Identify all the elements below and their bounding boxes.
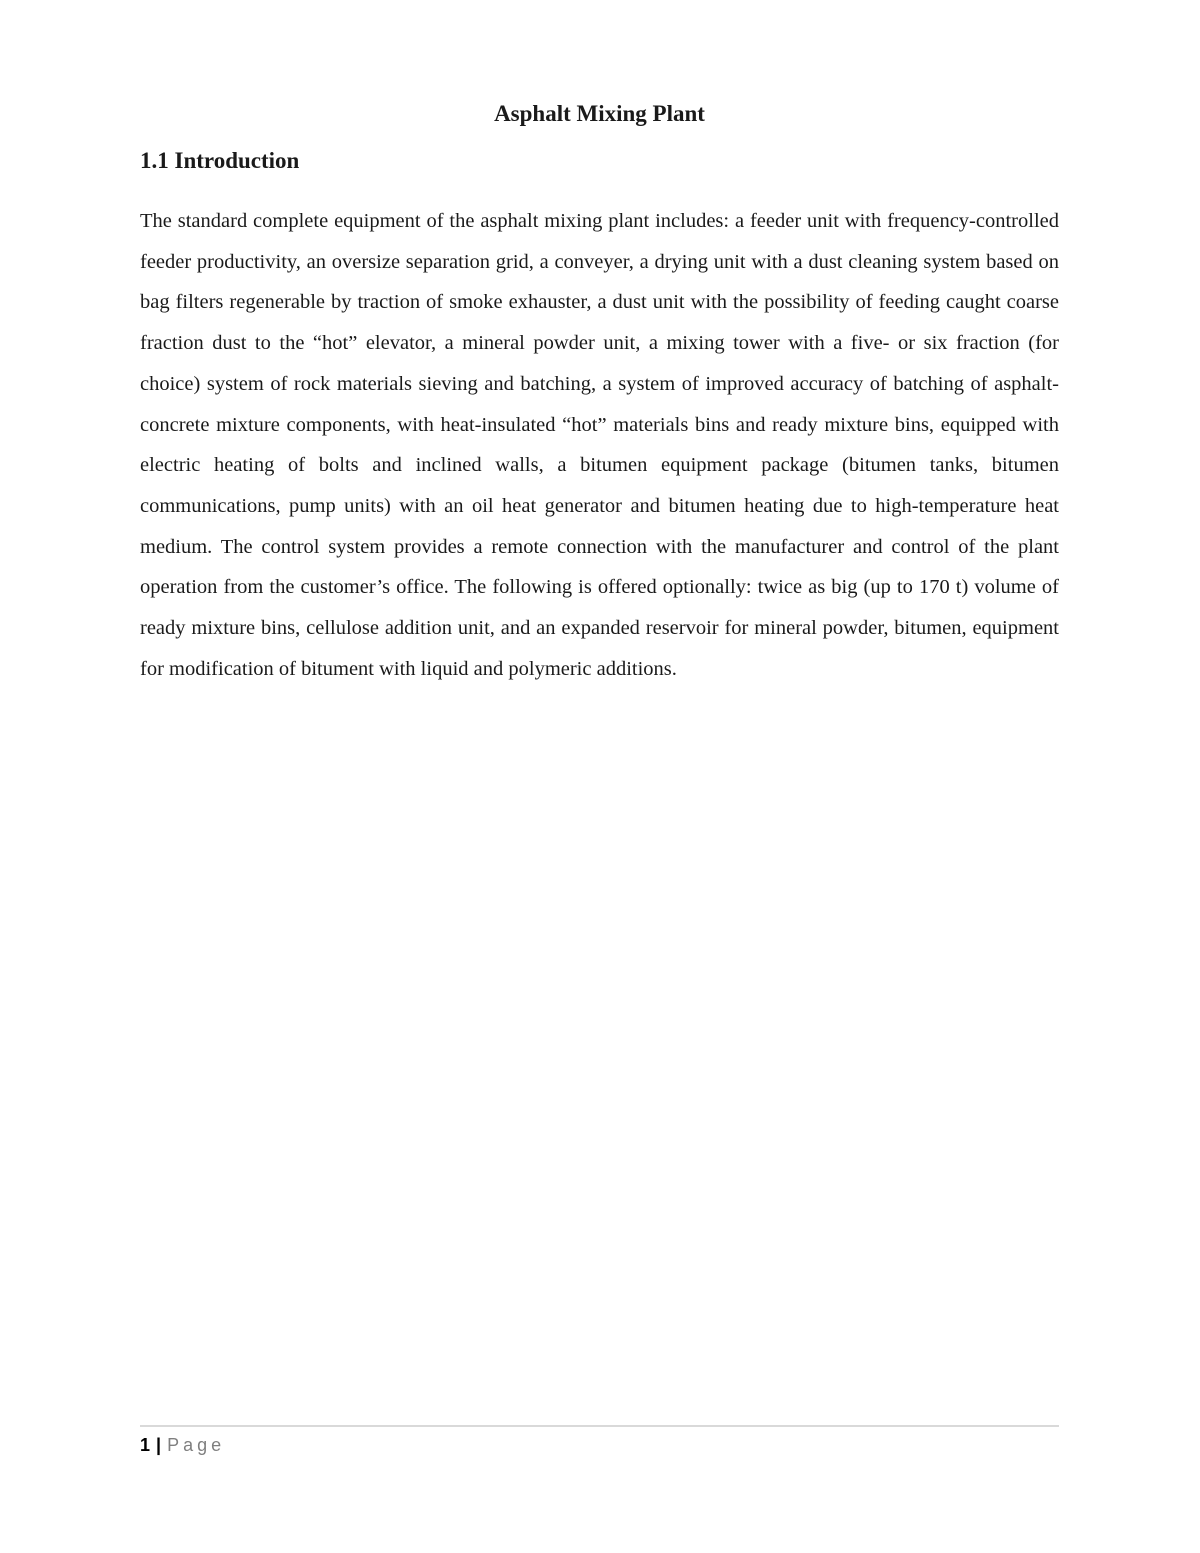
page-footer: [140, 1432, 225, 1458]
footer-separator: |: [156, 1435, 162, 1455]
document-title: Asphalt Mixing Plant: [494, 101, 705, 126]
footer-divider: [140, 1425, 1059, 1427]
body-paragraph: The standard complete equipment of the asphalt mixing plant includes: a feeder unit with frequency-controlled feeder productivity, an oversize separation grid, a conveyer, a drying unit with a dust cleaning system based on bag filters regenerable by traction of smoke exhauster, a dust unit with the possibility of feeding caught coarse fraction dust to the “hot” elevator, a mineral powder unit, a mixing tower with a five- or six fraction (for choice) system of rock materials sieving and batching, a system of improved accuracy of batching of asphalt-concrete mixture components, with heat-insulated “hot” materials bins and ready mixture bins, equipped with electric heating of bolts and inclined walls, a bitumen equipment package (bitumen tanks, bitumen communications, pump units) with an oil heat generator and bitumen heating due to high-temperature heat medium. The control system provides a remote connection with the manufacturer and control of the plant operation from the customer’s office. The following is offered optionally: twice as big (up to 170 t) volume of ready mixture bins, cellulose addition unit, and an expanded reservoir for mineral powder, bitumen, equipment for modification of bitument with liquid and polymeric additions.: [140, 210, 1059, 680]
page-number: 1: [140, 1435, 151, 1455]
page-label: Page: [167, 1435, 226, 1455]
section-heading: 1.1 Introduction: [140, 148, 300, 173]
